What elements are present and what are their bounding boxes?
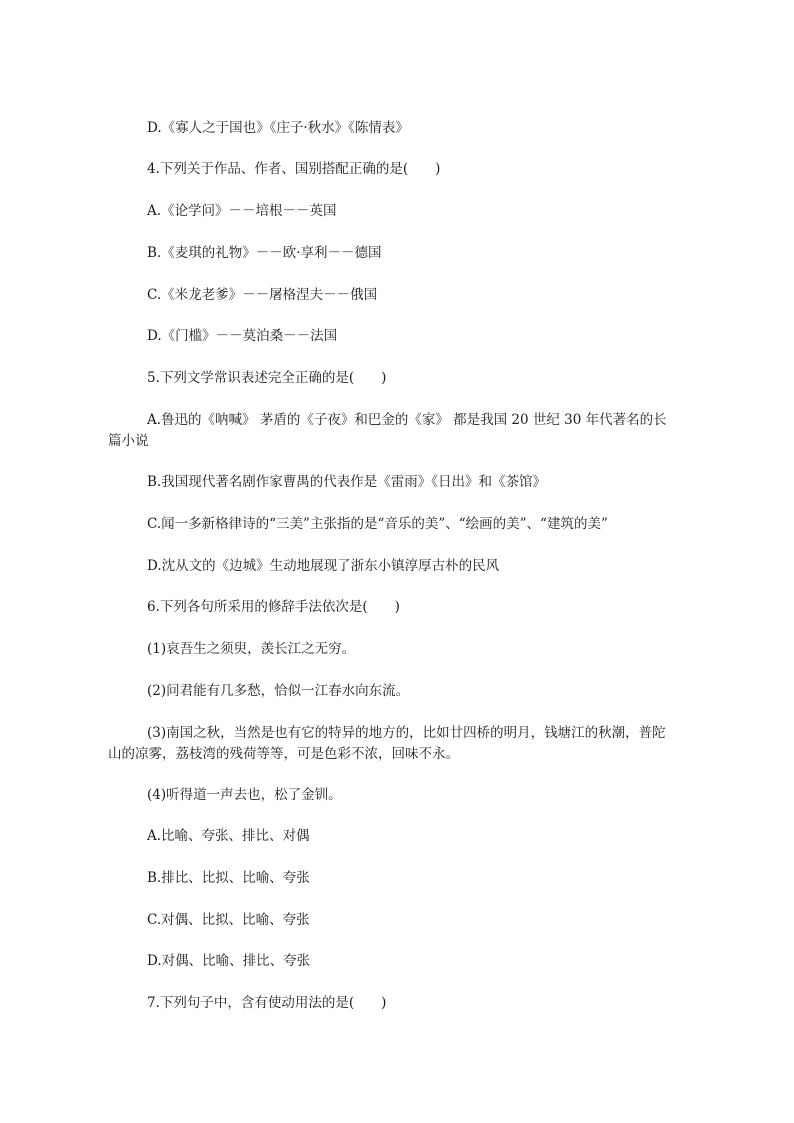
option-4a: A.《论学问》－－培根－－英国 — [147, 203, 337, 219]
option-5b: B.我国现代著名剧作家曹禺的代表作是《雷雨》《日出》和《茶馆》 — [147, 474, 546, 490]
option-3d: D.《寡人之于国也》《庄子·秋水》《陈情表》 — [147, 120, 409, 136]
question-6: 6.下列各句所采用的修辞手法依次是( ) — [147, 599, 400, 615]
sentence-6-1: (1)哀吾生之须臾，羡长江之无穷。 — [147, 641, 356, 657]
option-5a — [108, 410, 678, 452]
sentence-6-3 — [108, 723, 678, 765]
option-6c: C.对偶、比拟、比喻、夸张 — [147, 912, 310, 928]
option-5d: D.沈从文的《边城》生动地展现了浙东小镇淳厚古朴的民风 — [147, 558, 500, 574]
option-4d: D.《门槛》－－莫泊桑－－法国 — [147, 328, 338, 344]
option-5c: C.闻一多新格律诗的“三美”主张指的是“音乐的美”、“绘画的美”、“建筑的美” — [147, 516, 608, 532]
sentence-6-2: (2)问君能有几多愁，恰似一江春水向东流。 — [147, 683, 410, 699]
question-5: 5.下列文学常识表述完全正确的是( ) — [147, 370, 387, 386]
option-6b: B.排比、比拟、比喻、夸张 — [147, 870, 310, 886]
sentence-6-4: (4)听得道一声去也，松了金钏。 — [147, 787, 342, 803]
option-4b: B.《麦琪的礼物》－－欧·享利－－德国 — [147, 245, 382, 261]
option-5a-text: A.鲁迅的《呐喊》 茅盾的《子夜》和巴金的《家》 都是我国 20 世纪 30 年代著名的长篇小说 — [108, 412, 667, 449]
sentence-6-3-text: (3)南国之秋，当然是也有它的特异的地方的，比如廿四桥的明月，钱塘江的秋潮，普陀山的凉雾，荔枝湾的残荷等等，可是色彩不浓，回味不永。 — [108, 725, 666, 762]
question-4: 4.下列关于作品、作者、国别搭配正确的是( ) — [147, 161, 441, 177]
question-7: 7.下列句子中，含有使动用法的是( ) — [147, 995, 387, 1011]
option-6a: A.比喻、夸张、排比、对偶 — [147, 828, 310, 844]
option-6d: D.对偶、比喻、排比、夸张 — [147, 953, 311, 969]
option-4c: C.《米龙老爹》－－屠格涅夫－－俄国 — [147, 287, 378, 303]
